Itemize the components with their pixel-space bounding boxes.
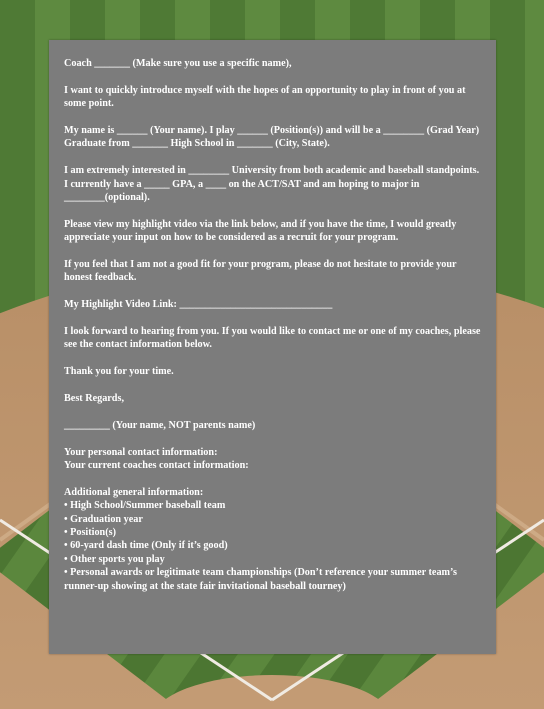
salutation: Coach _______ (Make sure you use a specific name), (64, 58, 292, 69)
contact-info-block (64, 446, 481, 473)
coach-contact-line: Your current coaches contact information: (64, 460, 249, 472)
personal-contact-line: Your personal contact information: (64, 446, 218, 458)
recruiting-letter-panel (49, 40, 496, 654)
video-request-paragraph: Please view my highlight video via the link below, and if you have the time, I would greatly appreciate your input on how to be considered as a recruit for your program. (64, 218, 457, 244)
additional-info-header: Additional general information: (64, 486, 204, 498)
list-item: • Other sports you play (64, 553, 481, 566)
thanks-line: Thank you for your time. (64, 366, 174, 378)
list-item: • 60-yard dash time (Only if it’s good) (64, 539, 481, 552)
intro-paragraph: I want to quickly introduce myself with the hopes of an opportunity to play in front of you at some point. (64, 84, 466, 110)
additional-info-list (64, 499, 481, 593)
contact-request-paragraph: I look forward to hearing from you. If you would like to contact me or one of my coaches, please see the contact information below. (64, 326, 481, 351)
interest-paragraph: I am extremely interested in ________ University from both academic and baseball standpoints. I currently have a _____ GPA, a ____ on the ACT/SAT and am hoping to major in ________(optional). (64, 165, 480, 204)
list-item: • Position(s) (64, 526, 481, 539)
additional-info-block (64, 486, 481, 593)
video-link-line: My Highlight Video Link: ______________________________ (64, 299, 333, 311)
signature-line: _________ (Your name, NOT parents name) (64, 419, 256, 431)
list-item: • High School/Summer baseball team (64, 499, 481, 512)
list-item: • Graduation year (64, 513, 481, 526)
bio-paragraph: My name is ______ (Your name). I play ______ (Position(s)) and will be a ________ (Grad Year) Graduate from _______ High School in _______ (City, State). (64, 125, 480, 150)
feedback-paragraph: If you feel that I am not a good fit for your program, please do not hesitate to provide your honest feedback. (64, 259, 457, 284)
list-item: • Personal awards or legitimate team championships (Don’t reference your summer team’s runner-up showing at the state fair invitational baseball tourney) (64, 566, 481, 593)
closing-line: Best Regards, (64, 393, 124, 405)
